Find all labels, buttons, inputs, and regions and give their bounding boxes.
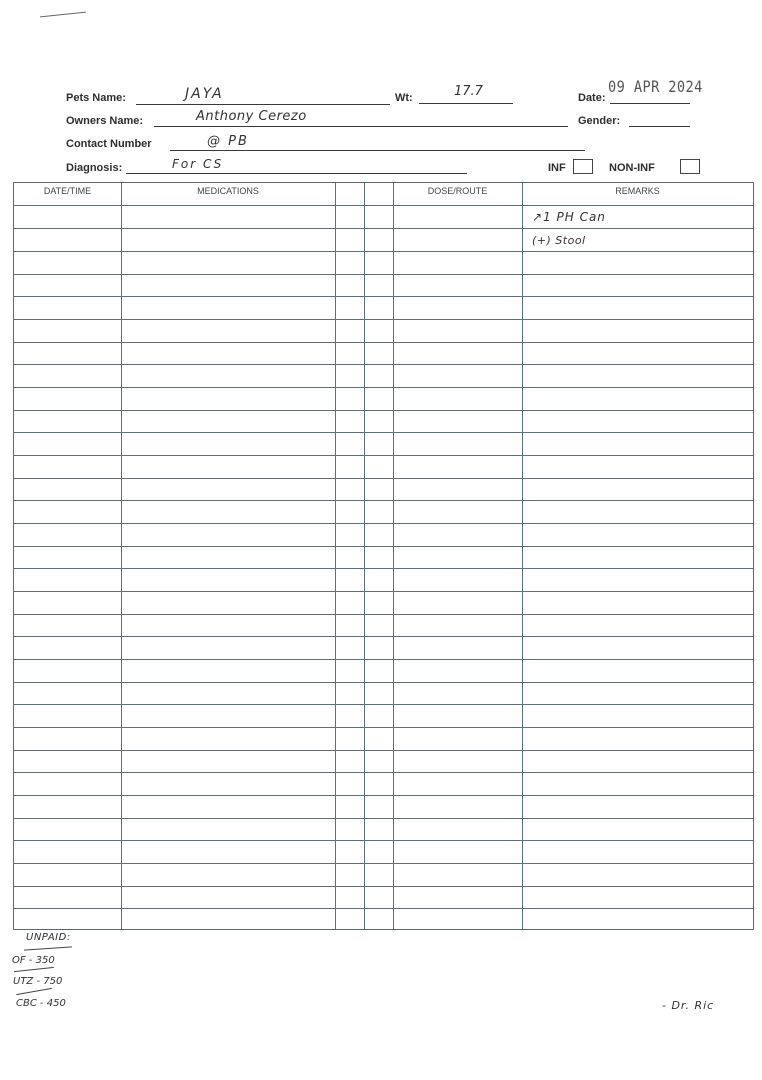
row-line xyxy=(14,205,753,206)
wt-label: Wt: xyxy=(395,92,413,104)
row-line xyxy=(14,818,753,819)
row-line xyxy=(14,364,753,365)
row-line xyxy=(14,455,753,456)
date-label: Date: xyxy=(578,92,606,104)
unpaid-item: OF - 350 xyxy=(12,955,55,966)
row-line xyxy=(14,750,753,751)
diagnosis-value[interactable]: For CS xyxy=(172,157,224,171)
col-header-dose-route: DOSE/ROUTE xyxy=(427,186,488,196)
unpaid-item-underline xyxy=(14,967,54,972)
wt-line xyxy=(419,103,513,104)
remark-entry[interactable]: ↗1 PH Can xyxy=(532,210,606,224)
row-line xyxy=(14,659,753,660)
row-line xyxy=(14,319,753,320)
non-inf-label: NON-INF xyxy=(609,162,655,174)
row-line xyxy=(14,500,753,501)
row-line xyxy=(14,546,753,547)
wt-value[interactable]: 17.7 xyxy=(454,84,483,99)
diagnosis-line xyxy=(126,173,467,174)
row-line xyxy=(14,591,753,592)
row-line xyxy=(14,795,753,796)
unpaid-item: CBC - 450 xyxy=(16,998,66,1009)
owners-name-line xyxy=(154,126,568,127)
medication-table xyxy=(13,182,754,930)
date-line xyxy=(610,103,690,104)
col-header-remarks: REMARKS xyxy=(615,186,660,196)
diagnosis-label: Diagnosis: xyxy=(66,162,123,174)
contact-number-value[interactable]: @ PB xyxy=(207,134,249,149)
pets-name-label: Pets Name: xyxy=(66,92,126,104)
unpaid-item-underline xyxy=(16,988,52,995)
col-header-datetime: DATE/TIME xyxy=(43,186,92,196)
row-line xyxy=(14,296,753,297)
pets-name-line xyxy=(136,104,390,105)
inf-checkbox[interactable] xyxy=(573,159,593,174)
row-line xyxy=(14,342,753,343)
row-line xyxy=(14,704,753,705)
row-line xyxy=(14,274,753,275)
owners-name-value[interactable]: Anthony Cerezo xyxy=(196,109,307,124)
row-line xyxy=(14,478,753,479)
non-inf-checkbox[interactable] xyxy=(680,159,700,174)
unpaid-underline xyxy=(24,946,72,950)
row-line xyxy=(14,840,753,841)
gender-label: Gender: xyxy=(578,115,621,127)
date-stamp: 09 APR 2024 xyxy=(608,77,703,96)
contact-number-line xyxy=(170,150,585,151)
row-line xyxy=(14,251,753,252)
contact-number-label: Contact Number xyxy=(66,138,152,150)
row-line xyxy=(14,908,753,909)
owners-name-label: Owners Name: xyxy=(66,115,144,127)
gender-line xyxy=(629,126,690,127)
pets-name-value[interactable]: JAYA xyxy=(185,86,224,102)
corner-pen-mark xyxy=(40,12,86,18)
inf-label: INF xyxy=(548,162,566,174)
row-line xyxy=(14,772,753,773)
row-line xyxy=(14,636,753,637)
unpaid-item: UTZ - 750 xyxy=(13,976,63,987)
row-line xyxy=(14,614,753,615)
unpaid-title: UNPAID: xyxy=(26,932,71,943)
col-header-medications: MEDICATIONS xyxy=(197,186,259,196)
row-line xyxy=(14,387,753,388)
remark-entry[interactable]: (+) Stool xyxy=(532,234,586,247)
row-line xyxy=(14,432,753,433)
row-line xyxy=(14,523,753,524)
row-line xyxy=(14,863,753,864)
row-line xyxy=(14,727,753,728)
row-line xyxy=(14,568,753,569)
row-line xyxy=(14,886,753,887)
row-line xyxy=(14,228,753,229)
row-line xyxy=(14,682,753,683)
row-line xyxy=(14,410,753,411)
doctor-signature: - Dr. Ric xyxy=(662,999,715,1012)
